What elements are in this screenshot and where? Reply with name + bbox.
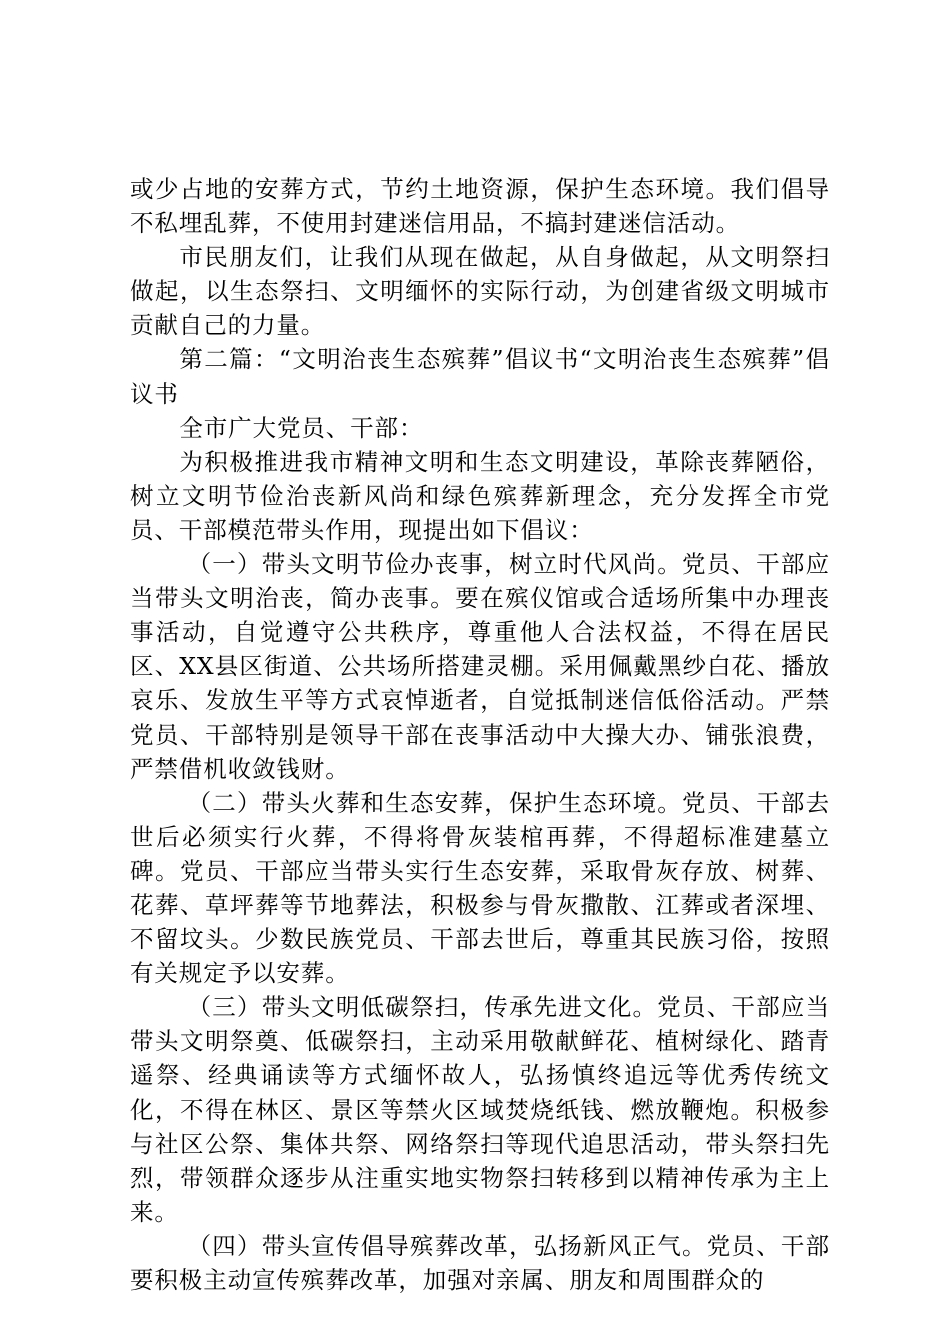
paragraph-item-4: （四）带头宣传倡导殡葬改革，弘扬新风正气。党员、干部要积极主动宣传殡葬改革，加强对亲属、朋友和周围群众的	[130, 1231, 830, 1294]
paragraph-item-2: （二）带头火葬和生态安葬，保护生态环境。党员、干部去世后必须实行火葬，不得将骨灰装棺再葬，不得超标准建墓立碑。党员、干部应当带头实行生态安葬，采取骨灰存放、树葬、花葬、草坪葬等节地葬法，积极参与骨灰撒散、江葬或者深埋、不留坟头。少数民族党员、干部去世后，尊重其民族习俗，按照有关规定予以安葬。	[130, 788, 830, 988]
paragraph-item-1: （一）带头文明节俭办丧事，树立时代风尚。党员、干部应当带头文明治丧，简办丧事。要在殡仪馆或合适场所集中办理丧事活动，自觉遵守公共秩序，尊重他人合法权益，不得在居民区、XX县区街道、公共场所搭建灵棚。采用佩戴黑纱白花、播放哀乐、发放生平等方式哀悼逝者，自觉抵制迷信低俗活动。严禁党员、干部特别是领导干部在丧事活动中大操大办、铺张浪费，严禁借机收敛钱财。	[130, 550, 830, 783]
section-title-part-two: 第二篇：“文明治丧生态殡葬”倡议书“文明治丧生态殡葬”倡议书	[130, 345, 830, 408]
salutation: 全市广大党员、干部：	[179, 413, 424, 442]
paragraph-item-3: （三）带头文明低碳祭扫，传承先进文化。党员、干部应当带头文明祭奠、低碳祭扫，主动采用敬献鲜花、植树绿化、踏青遥祭、经典诵读等方式缅怀故人，弘扬慎终追远等优秀传统文化，不得在林区、景区等禁火区域焚烧纸钱、燃放鞭炮。积极参与社区公祭、集体共祭、网络祭扫等现代追思活动，带头祭扫先烈，带领群众逐步从注重实地实物祭扫转移到以精神传承为主上来。	[130, 993, 830, 1226]
paragraph-continuation: 或少占地的安葬方式，节约土地资源，保护生态环境。我们倡导不私埋乱葬，不使用封建迷信用品，不搞封建迷信活动。	[130, 175, 830, 238]
paragraph-appeal-citizens: 市民朋友们，让我们从现在做起，从自身做起，从文明祭扫做起，以生态祭扫、文明缅怀的实际行动，为创建省级文明城市贡献自己的力量。	[130, 243, 830, 340]
paragraph-introduction: 为积极推进我市精神文明和生态文明建设，革除丧葬陋俗，树立文明节俭治丧新风尚和绿色殡葬新理念，充分发挥全市党员、干部模范带头作用，现提出如下倡议：	[130, 447, 830, 544]
document-body	[130, 172, 830, 1297]
